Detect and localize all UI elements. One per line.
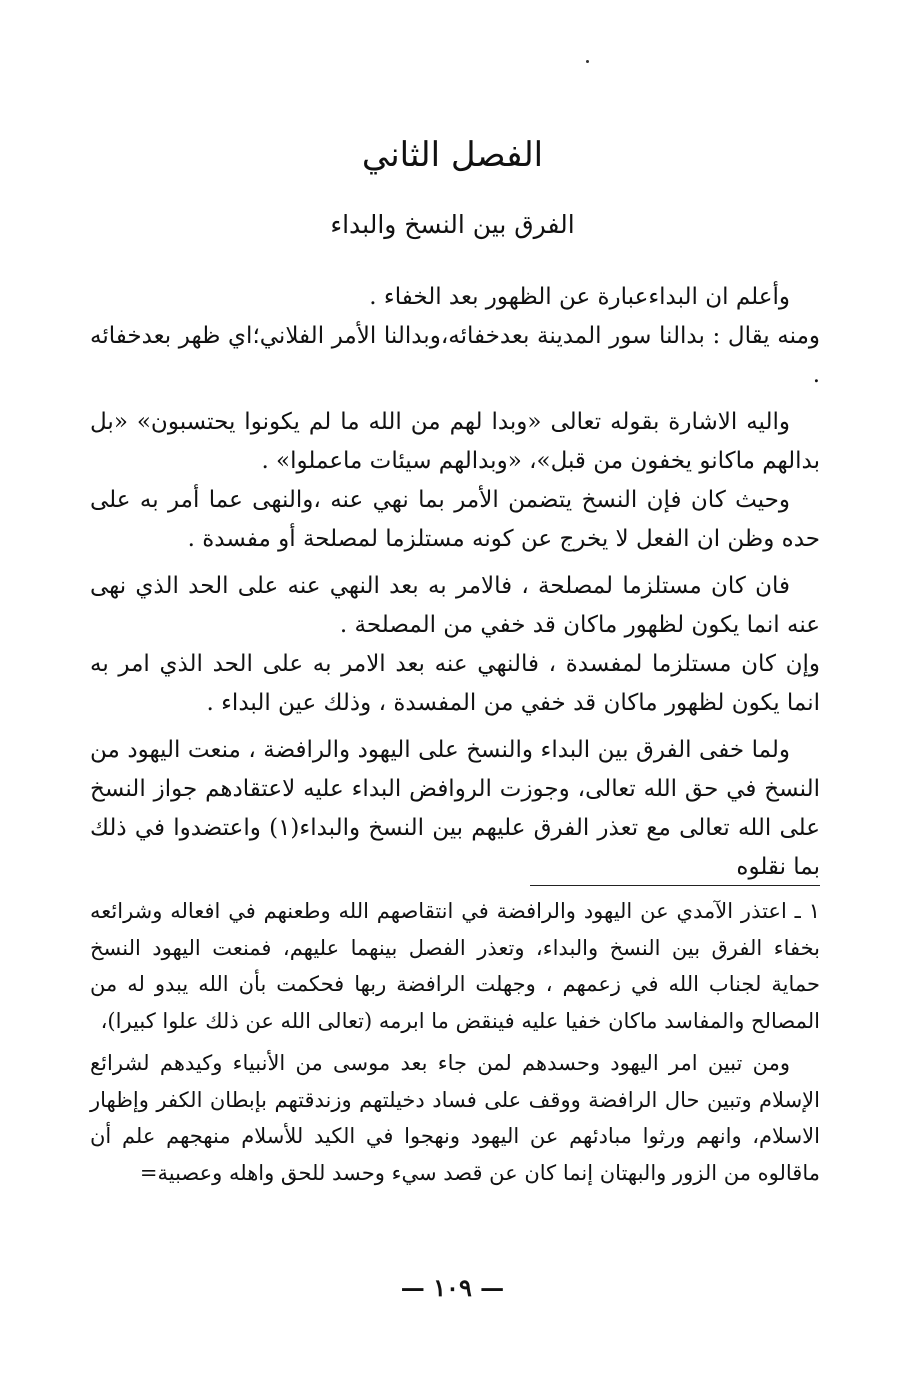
paragraph: وحيث كان فإن النسخ يتضمن الأمر بما نهي عنه ،والنهى عما أمر به على حده وظن ان الفعل لا يخرج عن كونه مستلزما لمصلحة أو مفسدة . [90, 487, 820, 552]
footnote: ومن تبين امر اليهود وحسدهم لمن جاء بعد موسى من الأنبياء وكيدهم لشرائع الإسلام وتبين حال الرافضة ووقف على فساد دخيلتهم وزندقتهم بإبطان الكفر وإظهار الاسلام، وانهم ورثوا مبادئهم عن اليهود ونهجوا في الكيد للأسلام منهجهم علم أن ماقالوه من الزور والبهتان إنما كان عن قصد سيء وحسد للحق واهله وعصبية= [90, 1051, 820, 1185]
page-number: — ١٠٩ — [400, 1273, 505, 1302]
speck-mark [586, 60, 589, 63]
main-text [90, 278, 820, 887]
paragraph: وأعلم ان البداءعبارة عن الظهور بعد الخفاء . [369, 284, 790, 310]
paragraph: فان كان مستلزما لمصلحة ، فالامر به بعد النهي عنه على الحد الذي نهى عنه انما يكون لظهور ماكان قد خفي من المصلحة . [90, 573, 820, 638]
footnote: ١ ـ اعتذر الآمدي عن اليهود والرافضة في انتقاصهم الله وطعنهم في افعاله وشرائعه بخفاء الفرق بين النسخ والبداء، وتعذر الفصل بينهما عليهم، فمنعت اليهود النسخ حماية لجناب الله في زعمهم ، وجهلت الرافضة ربها فحكمت بأن الله يبدو له من المصالح والمفاسد ماكان خفيا عليه فينقض ما ابرمه (تعالى الله عن ذلك علوا كبيرا)، [90, 899, 820, 1033]
chapter-title: الفصل الثاني [361, 135, 544, 175]
paragraph: ولما خفى الفرق بين البداء والنسخ على اليهود والرافضة ، منعت اليهود من النسخ في حق الله تعالى، وجوزت الروافض البداء عليه لاعتقادهم جواز النسخ على الله تعالى مع تعذر الفرق عليهم بين النسخ والبداء(١) واعتضدوا في ذلك بما نقلوه [90, 737, 821, 880]
footnote-separator [530, 885, 820, 886]
paragraph: واليه الاشارة بقوله تعالى «وبدا لهم من الله ما لم يكونوا يحتسبون» «بل بدالهم ماكانو يخفون من قبل»، «وبدالهم سيئات ماعملوا» . [90, 409, 820, 474]
section-title: الفرق بين النسخ والبداء [330, 210, 575, 239]
paragraph: وإن كان مستلزما لمفسدة ، فالنهي عنه بعد الامر به على الحد الذي امر به انما يكون لظهور ماكان قد خفي من المفسدة ، وذلك عين البداء . [90, 651, 820, 716]
paragraph: ومنه يقال : بدالنا سور المدينة بعدخفائه،وبدالنا الأمر الفلاني؛اي ظهر بعدخفائه . [90, 323, 820, 388]
footnotes [90, 893, 820, 1191]
